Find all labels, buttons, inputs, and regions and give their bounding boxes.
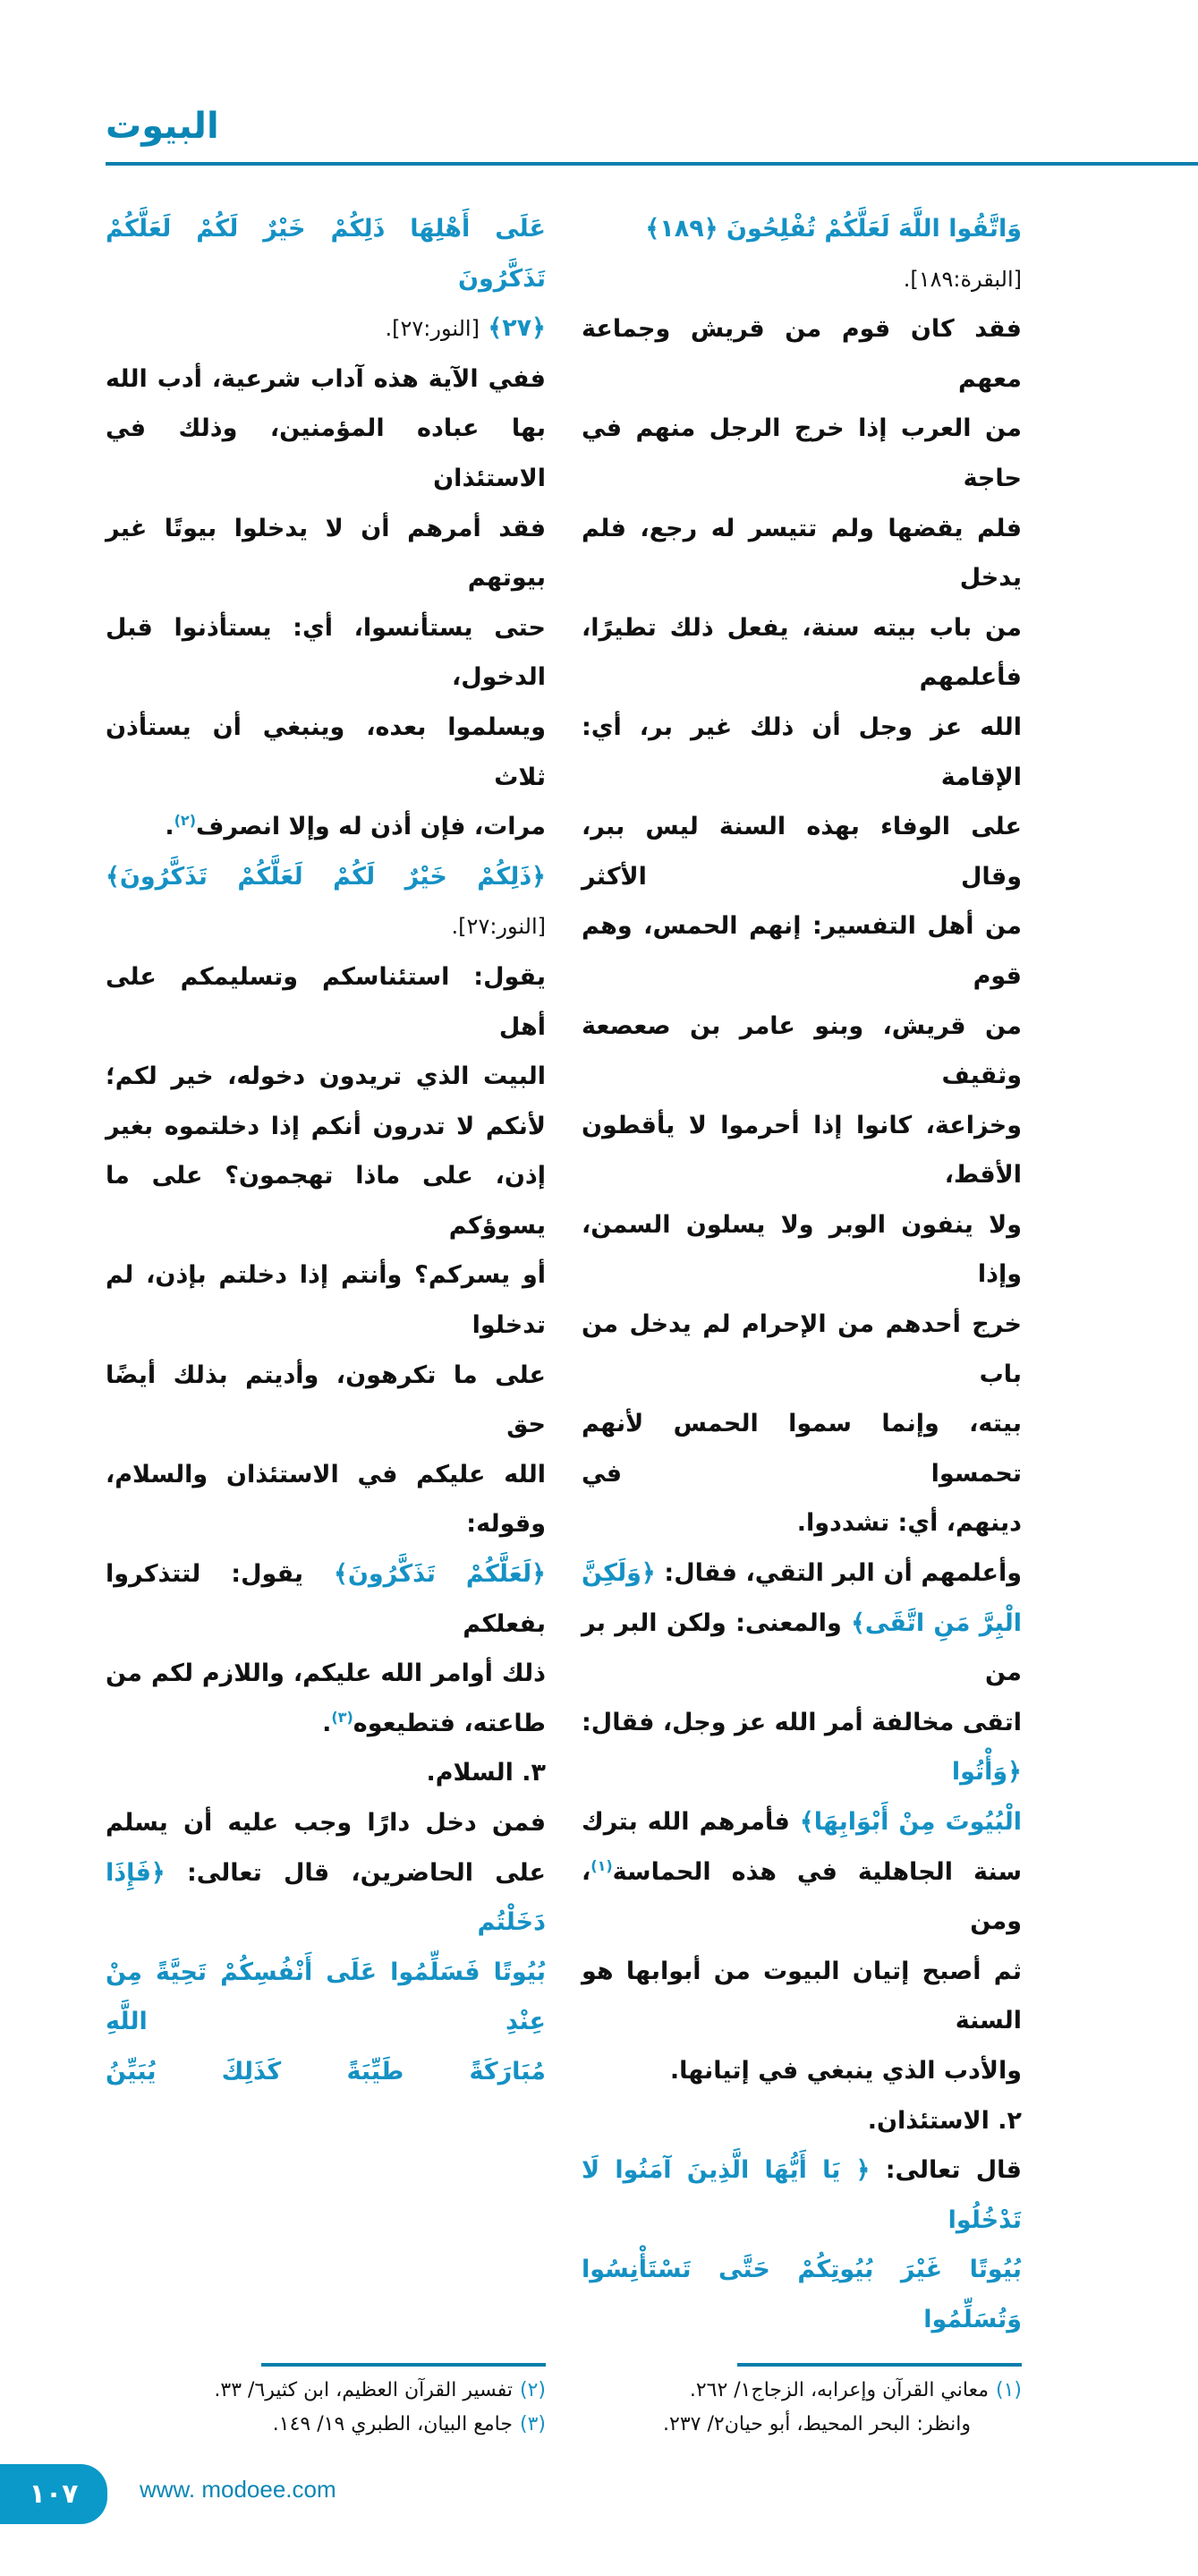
text-line bbox=[106, 1549, 546, 1649]
quran-verse-text: مُبَارَكَةً طَيِّبَةً كَذَلِكَ يُبَيِّنُ bbox=[106, 2057, 546, 2086]
body-text: يقول: لتتذكروا بفعلكم bbox=[106, 1560, 546, 1638]
text-line bbox=[106, 1450, 546, 1549]
text-line bbox=[106, 1250, 546, 1350]
text-line bbox=[106, 1948, 546, 2047]
body-text: على الوفاء بهذه السنة ليس ببر، وقال الأكثر bbox=[582, 813, 1022, 891]
text-line bbox=[582, 703, 1022, 802]
body-text: ففي الآية هذه آداب شرعية، أدب الله bbox=[106, 364, 546, 393]
footnote-marker: (١) bbox=[591, 1856, 613, 1874]
text-line bbox=[106, 204, 546, 303]
footnote-number: (٢) bbox=[519, 2378, 546, 2401]
text-line bbox=[106, 404, 546, 503]
footnote-text: جامع البيان، الطبري ١٩/ ١٤٩. bbox=[272, 2412, 513, 2435]
body-text: والمعنى: ولكن البر بر من bbox=[582, 1608, 1022, 1687]
text-line bbox=[582, 802, 1022, 901]
quran-verse-text: الْبُيُوتَ مِنْ أَبْوَابِهَا﴾ bbox=[799, 1808, 1022, 1836]
text-line bbox=[582, 1300, 1022, 1399]
footnote-divider-left bbox=[261, 2363, 546, 2367]
left-text-column bbox=[106, 204, 546, 2097]
body-text: . bbox=[165, 813, 174, 841]
body-text: وخزاعة، كانوا إذا أحرموا لا يأقطون الأقط، bbox=[582, 1111, 1022, 1190]
text-line bbox=[106, 952, 546, 1052]
quran-verse-text: وَاتَّقُوا اللَّهَ لَعَلَّكُمْ تُفْلِحُونَ ﴿١٨٩﴾ bbox=[645, 215, 1022, 243]
text-line bbox=[106, 1052, 546, 1102]
body-text: من قريش، وبنو عامر بن صعصعة وثقيف bbox=[582, 1011, 1022, 1090]
footnote-text: معاني القرآن وإعرابه، الزجاج١/ ٢٦٢. bbox=[689, 2378, 989, 2401]
text-line bbox=[106, 1649, 546, 1699]
footnote-text: وانظر: البحر المحيط، أبو حيان٢/ ٢٣٧. bbox=[663, 2412, 971, 2435]
text-line bbox=[582, 1797, 1022, 1847]
body-text: ٣. السلام. bbox=[426, 1759, 546, 1787]
text-line bbox=[582, 603, 1022, 703]
footnote-divider-right bbox=[737, 2363, 1022, 2367]
text-line bbox=[582, 2245, 1022, 2344]
body-text: على ما تكرهون، وأديتم بذلك أيضًا حق bbox=[106, 1361, 546, 1439]
text-line bbox=[582, 2145, 1022, 2245]
footnote-marker: (٣) bbox=[331, 1708, 353, 1726]
footnote-marker: (٢) bbox=[174, 812, 196, 830]
quran-verse-text: بُيُوتًا فَسَلِّمُوا عَلَى أَنْفُسِكُمْ تَحِيَّةً مِنْ عِنْدِ اللَّهِ bbox=[106, 1958, 546, 2036]
right-text-column bbox=[582, 204, 1022, 2345]
body-text: يقول: استئناسكم وتسليمكم على أهل bbox=[106, 962, 546, 1041]
text-line bbox=[582, 504, 1022, 603]
body-text: البيت الذي تريدون دخوله، خير لكم؛ bbox=[106, 1062, 546, 1091]
footnote-3 bbox=[273, 2411, 546, 2438]
footnote-1-continued bbox=[663, 2411, 971, 2438]
text-line bbox=[106, 1351, 546, 1450]
text-line bbox=[106, 1748, 546, 1798]
body-text: فقد أمرهم أن لا يدخلوا بيوتًا غير بيوتهم bbox=[106, 514, 546, 593]
text-line bbox=[582, 1101, 1022, 1200]
text-line bbox=[582, 1399, 1022, 1498]
text-line bbox=[582, 1002, 1022, 1101]
text-line bbox=[106, 1699, 546, 1749]
quran-verse-text: بُيُوتًا غَيْرَ بُيُوتِكُمْ حَتَّى تَسْتَأْنِسُوا وَتُسَلِّمُوا bbox=[582, 2256, 1022, 2333]
text-line bbox=[106, 703, 546, 802]
body-text: طاعته، فتطيعوه bbox=[353, 1709, 546, 1737]
text-line bbox=[106, 1798, 546, 1848]
text-line bbox=[582, 2046, 1022, 2096]
body-text: من أهل التفسير: إنهم الحمس، وهم قوم bbox=[582, 912, 1022, 990]
body-text: فلم يقضها ولم تتيسر له رجع، فلم يدخل bbox=[582, 514, 1022, 593]
text-line bbox=[582, 1947, 1022, 2046]
chapter-title: البيوت bbox=[106, 106, 219, 147]
footnote-number: (٣) bbox=[519, 2412, 546, 2435]
text-line bbox=[106, 2047, 546, 2097]
text-line bbox=[582, 1200, 1022, 1300]
body-text: قال تعالى: bbox=[870, 2156, 1022, 2185]
quran-verse-text: ﴿وَأْتُوا bbox=[951, 1758, 1022, 1787]
body-text: الله عز وجل أن ذلك غير بر، أي: الإقامة bbox=[582, 712, 1022, 791]
verse-reference: [النور:٢٧]. bbox=[451, 914, 546, 940]
text-line bbox=[582, 1698, 1022, 1797]
quran-verse-text: ﴿وَلَكِنَّ bbox=[582, 1559, 656, 1588]
text-line bbox=[106, 1102, 546, 1152]
body-text: إذن، على ماذا تهجمون؟ على ما يسوؤكم bbox=[106, 1162, 546, 1240]
body-text: على الحاضرين، قال تعالى: bbox=[165, 1858, 546, 1887]
text-line bbox=[582, 254, 1022, 305]
quran-verse-text: الْبِرَّ مَنِ اتَّقَى﴾ bbox=[851, 1608, 1022, 1637]
body-text: الله عليكم في الاستئذان والسلام، وقوله: bbox=[106, 1460, 546, 1539]
quran-verse-text: ﴿لَعَلَّكُمْ تَذَكَّرُونَ﴾ bbox=[334, 1560, 546, 1589]
page-number-badge: ١٠٧ bbox=[0, 2464, 107, 2524]
text-line bbox=[582, 1847, 1022, 1947]
text-line bbox=[106, 852, 546, 902]
body-text: بيته، وإنما سموا الحمس لأنهم تحمسوا في bbox=[582, 1410, 1022, 1488]
verse-reference: [النور:٢٧]. bbox=[385, 316, 480, 342]
body-text: وأعلمهم أن البر التقي، فقال: bbox=[655, 1559, 1022, 1588]
text-line bbox=[106, 303, 546, 354]
quran-verse-text: ﴿٢٧﴾ bbox=[479, 314, 546, 343]
body-text: ويسلموا بعده، وينبغي أن يستأذن ثلاث bbox=[106, 712, 546, 791]
quran-verse-text: ﴿ذَلِكُمْ خَيْرٌ لَكُمْ لَعَلَّكُمْ تَذَكَّرُونَ﴾ bbox=[106, 862, 546, 891]
text-line bbox=[582, 901, 1022, 1001]
text-line bbox=[106, 504, 546, 603]
body-text: من العرب إذا خرج الرجل منهم في حاجة bbox=[582, 414, 1022, 492]
text-line bbox=[106, 354, 546, 405]
body-text: . bbox=[322, 1709, 332, 1737]
text-line bbox=[582, 204, 1022, 254]
text-line bbox=[582, 1599, 1022, 1698]
body-text: فقد كان قوم من قريش وجماعة معهم bbox=[582, 315, 1022, 393]
body-text: فأمرهم الله بترك bbox=[582, 1808, 800, 1836]
footnote-number: (١) bbox=[995, 2378, 1022, 2401]
footnote-text: تفسير القرآن العظيم، ابن كثير٦/ ٣٣. bbox=[214, 2378, 513, 2401]
text-line bbox=[106, 1151, 546, 1250]
text-line bbox=[582, 304, 1022, 404]
footnote-1 bbox=[690, 2377, 1022, 2404]
header-divider bbox=[106, 162, 1198, 166]
body-text: ولا ينفون الوبر ولا يسلون السمن، وإذا bbox=[582, 1210, 1022, 1289]
body-text: مرات، فإن أذن له وإلا انصرف bbox=[196, 813, 546, 841]
text-line bbox=[106, 802, 546, 852]
text-line bbox=[582, 2096, 1022, 2146]
body-text: أو يسركم؟ وأنتم إذا دخلتم بإذن، لم تدخلوا bbox=[106, 1261, 546, 1340]
quran-verse-text: ﴿فَإِذَا دَخَلْتُم bbox=[106, 1858, 546, 1937]
text-line bbox=[582, 1548, 1022, 1599]
body-text: ٢. الاستئذان. bbox=[867, 2106, 1022, 2135]
body-text: والأدب الذي ينبغي في إتيانها. bbox=[669, 2056, 1022, 2085]
text-line bbox=[106, 1848, 546, 1948]
body-text: دينهم، أي: تشددوا. bbox=[796, 1509, 1022, 1538]
body-text: من باب بيته سنة، يفعل ذلك تطيرًا، فأعلمهم bbox=[582, 613, 1022, 692]
quran-verse-text: ﴿ يَا أَيُّهَا الَّذِينَ آمَنُوا لَا تَدْخُلُوا bbox=[582, 2156, 1022, 2234]
body-text: فمن دخل دارًا وجب عليه أن يسلم bbox=[106, 1809, 546, 1837]
body-text: ذلك أوامر الله عليكم، واللازم لكم من bbox=[106, 1659, 546, 1688]
body-text: بها عباده المؤمنين، وذلك في الاستئذان bbox=[106, 414, 546, 492]
body-text: اتقى مخالفة أمر الله عز وجل، فقال: bbox=[582, 1708, 1022, 1736]
body-text: لأنكم لا تدرون أنكم إذا دخلتموه بغير bbox=[106, 1112, 546, 1140]
text-line bbox=[582, 1498, 1022, 1548]
body-text: ثم أصبح إتيان البيوت من أبوابها هو السنة bbox=[582, 1957, 1022, 2035]
text-line bbox=[582, 404, 1022, 503]
body-text: حتى يستأنسوا، أي: يستأذنوا قبل الدخول، bbox=[106, 613, 546, 692]
text-line bbox=[106, 603, 546, 703]
body-text: خرج أحدهم من الإحرام لم يدخل من باب bbox=[582, 1310, 1022, 1388]
quran-verse-text: عَلَى أَهْلِهَا ذَلِكُمْ خَيْرٌ لَكُمْ لَعَلَّكُمْ تَذَكَّرُونَ bbox=[106, 215, 546, 293]
website-link[interactable]: www. modoee.com bbox=[140, 2475, 336, 2503]
body-text: ، ومن bbox=[582, 1857, 1022, 1936]
body-text: سنة الجاهلية في هذه الحماسة bbox=[612, 1857, 1022, 1886]
verse-reference: [البقرة:١٨٩]. bbox=[903, 266, 1022, 292]
footnote-2 bbox=[214, 2377, 546, 2404]
text-line bbox=[106, 901, 546, 952]
